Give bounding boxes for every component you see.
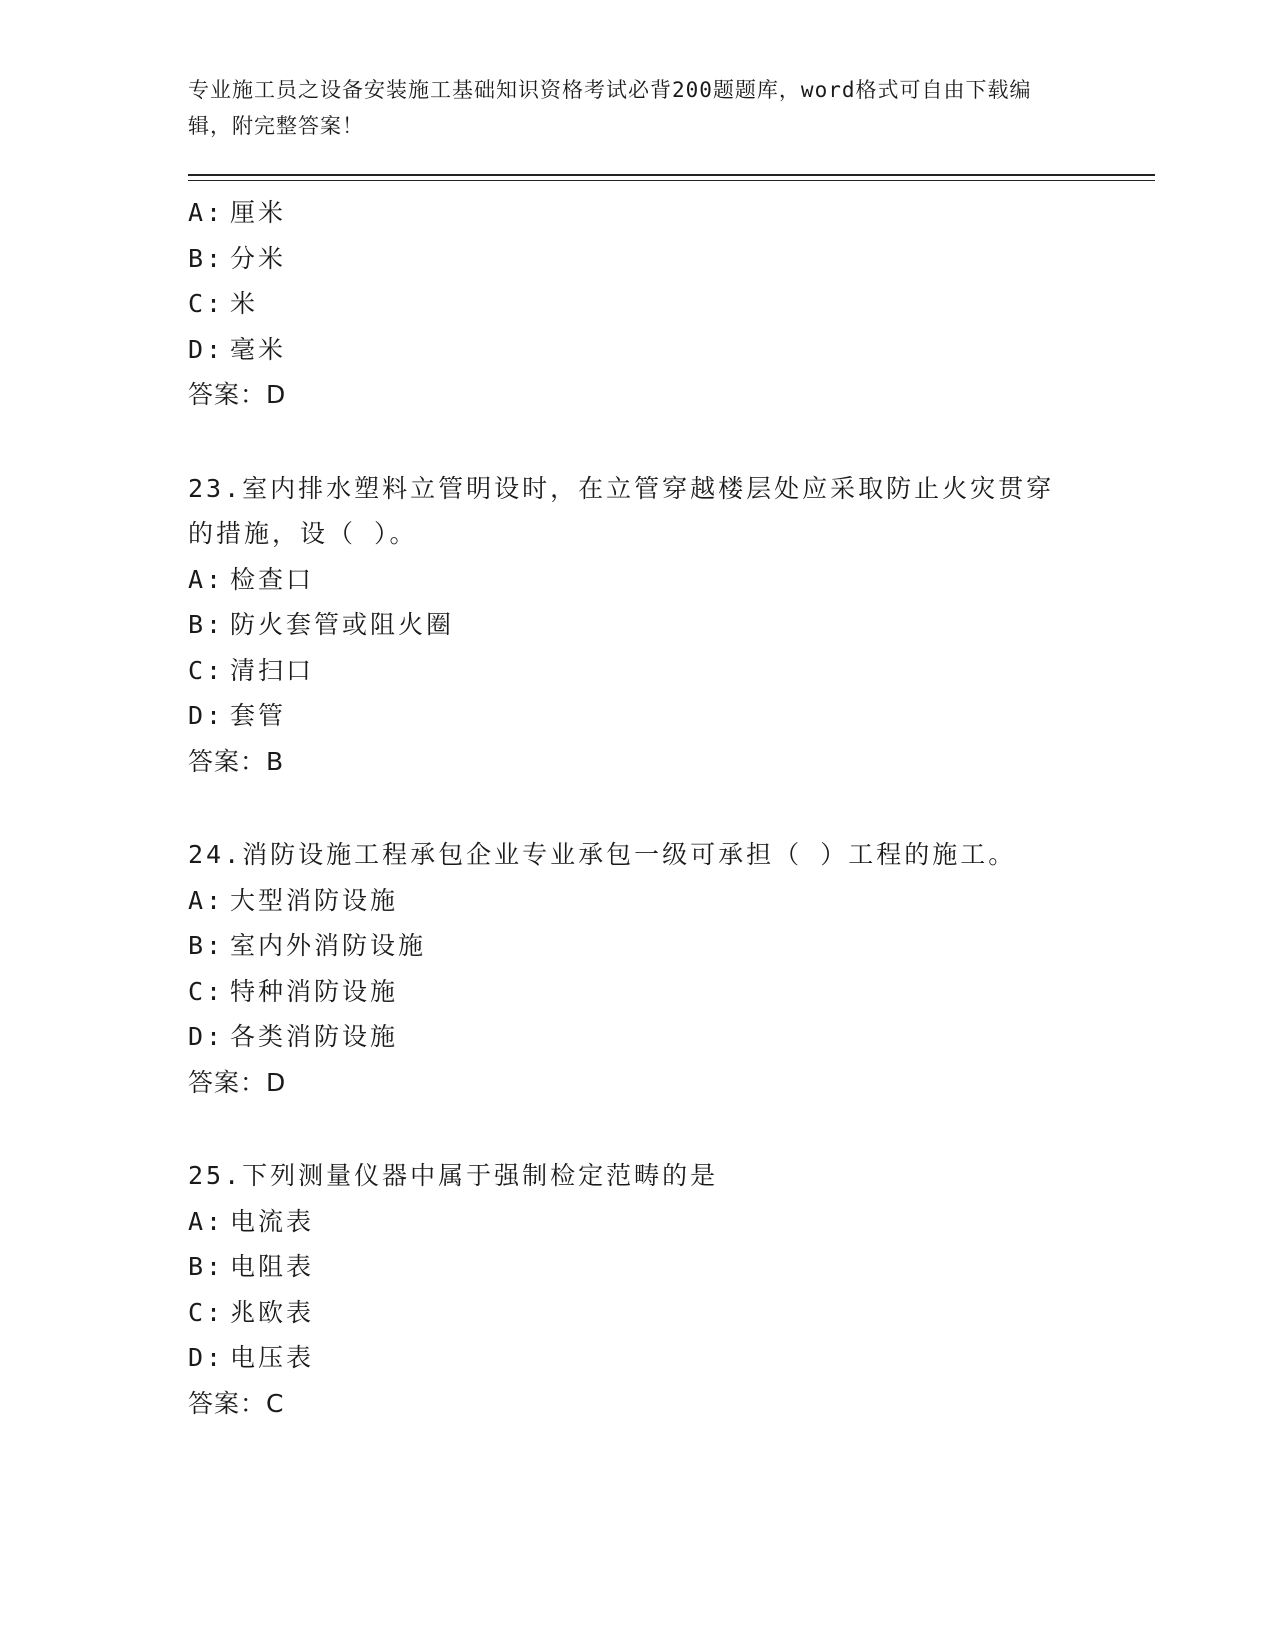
spacer: [188, 1105, 1088, 1153]
option-b: B: 分米: [188, 243, 287, 273]
option-d: D: 各类消防设施: [188, 1022, 399, 1051]
spacer: [188, 418, 1088, 466]
option-c: C: 米: [188, 289, 259, 318]
option-d: D: 套管: [188, 701, 287, 730]
option-c: C: 兆欧表: [188, 1297, 315, 1327]
answer-line: 答案：D: [188, 1067, 287, 1097]
question-list: [188, 190, 1088, 1426]
question-stem: 25.下列测量仪器中属于强制检定范畴的是: [188, 1161, 719, 1190]
option-a: A: 厘米: [188, 198, 287, 227]
document-header-title: 专业施工员之设备安装施工基础知识资格考试必背200题题库，word格式可自由下载编辑，附完整答案！: [188, 78, 1032, 138]
option-d: D: 毫米: [188, 334, 287, 364]
question-block-24: [188, 832, 1088, 1105]
question-stem: 24.消防设施工程承包企业专业承包一级可承担（ ）工程的施工。: [188, 840, 1017, 869]
option-c: C: 特种消防设施: [188, 976, 399, 1006]
option-a: A: 电流表: [188, 1206, 315, 1236]
question-block-23: [188, 466, 1088, 785]
question-stem: 23.室内排水塑料立管明设时，在立管穿越楼层处应采取防止火灾贯穿的措施，设（ ）。: [188, 473, 1055, 548]
option-b: B: 防火套管或阻火圈: [188, 610, 455, 639]
answer-line: 答案：B: [188, 746, 285, 776]
option-d: D: 电压表: [188, 1343, 315, 1372]
option-a: A: 检查口: [188, 564, 315, 594]
option-b: B: 电阻表: [188, 1252, 315, 1281]
spacer: [188, 784, 1088, 832]
option-b: B: 室内外消防设施: [188, 931, 427, 960]
question-block-prev: [188, 190, 1088, 418]
header-divider-bottom: [188, 180, 1155, 181]
header-divider-top: [188, 174, 1155, 176]
option-c: C: 清扫口: [188, 655, 315, 685]
question-block-25: [188, 1153, 1088, 1426]
answer-line: 答案：D: [188, 380, 287, 409]
answer-line: 答案：C: [188, 1388, 285, 1418]
option-a: A: 大型消防设施: [188, 885, 399, 915]
